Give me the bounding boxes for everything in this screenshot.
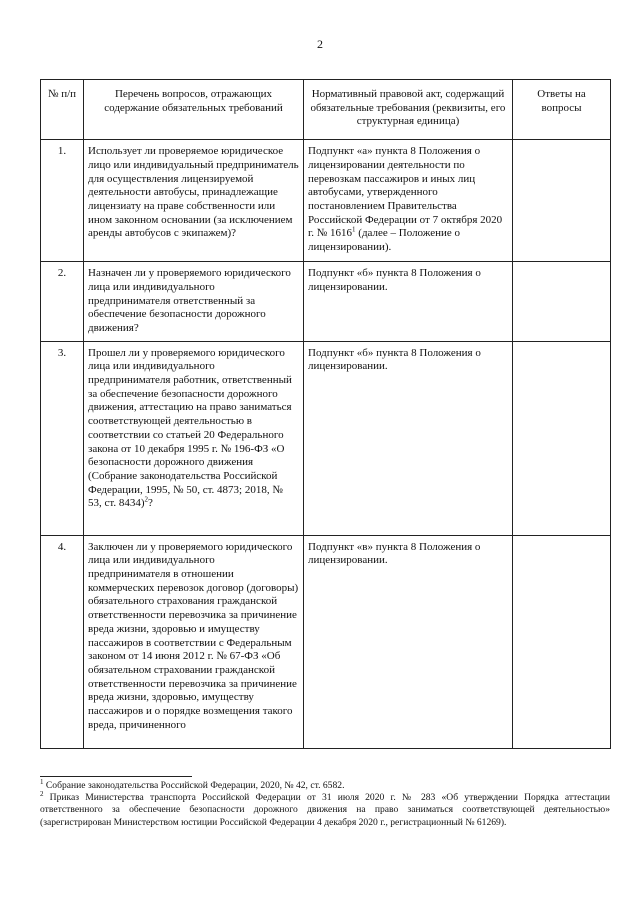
footnote-mark: 1 bbox=[40, 777, 44, 786]
act-cell: Подпункт «б» пункта 8 Положения о лицензировании. bbox=[304, 262, 513, 342]
header-num: № п/п bbox=[41, 80, 84, 140]
header-questions: Перечень вопросов, отражающих содержание обязательных требований bbox=[84, 80, 304, 140]
row-number: 4. bbox=[41, 535, 84, 748]
table-row bbox=[41, 262, 611, 342]
footnote-mark: 2 bbox=[40, 790, 44, 799]
answer-cell[interactable] bbox=[513, 140, 611, 262]
header-answers: Ответы на вопросы bbox=[513, 80, 611, 140]
footnote-1 bbox=[40, 777, 610, 792]
table-header-row bbox=[41, 80, 611, 140]
footnote-text: Приказ Министерства транспорта Российской Федерации от 31 июля 2020 г. № 283 «Об утверждении Порядка аттестации ответственного за обеспечение безопасности дорожного движения на право заниматься соответствующей деятельностью» (зарегистрирован Министерством юстиции Российской Федерации 4 декабря 2020 г., регистрационный № 61269). bbox=[40, 792, 610, 828]
act-cell: Подпункт «б» пункта 8 Положения о лицензировании. bbox=[304, 341, 513, 535]
question-cell: Назначен ли у проверяемого юридического лица или индивидуального предпринимателя ответственный за обеспечение безопасности дорожного движения? bbox=[84, 262, 304, 342]
act-text-tail: (далее – Положение о лицензировании). bbox=[308, 227, 461, 254]
question-cell bbox=[84, 341, 304, 535]
row-number: 1. bbox=[41, 140, 84, 262]
act-text: Подпункт «а» пункта 8 Положения о лицензировании деятельности по перевозкам пассажиров и иных лиц автобусами, утвержденного постановлением Правительства Российской Федерации от 7 октября 2020 г. № 1616 bbox=[308, 145, 503, 240]
answer-cell[interactable] bbox=[513, 262, 611, 342]
table-row bbox=[41, 140, 611, 262]
answer-cell[interactable] bbox=[513, 341, 611, 535]
footnote-ref: 2 bbox=[144, 495, 149, 504]
footnote-text: Собрание законодательства Российской Федерации, 2020, № 42, ст. 6582. bbox=[43, 780, 345, 791]
footnote-ref: 1 bbox=[352, 225, 356, 234]
answer-cell[interactable] bbox=[513, 535, 611, 748]
footnotes bbox=[40, 777, 610, 829]
question-text: Прошел ли у проверяемого юридического лица или индивидуального предпринимателя работник, ответственный за обеспечение безопасности дорожного движения, аттестацию на право заниматься соответствующей деятельностью в соответствии со статьей 20 Федерального закона от 10 декабря 1995 г. № 196-ФЗ «О безопасности дорожного движения (Собрание законодательства Российской Федерации, 1995, № 50, ст. 4873; 2018, № 53, ст. 8434) bbox=[88, 346, 292, 510]
page-number: 2 bbox=[317, 37, 323, 51]
table-row bbox=[41, 535, 611, 748]
requirements-table bbox=[40, 79, 611, 749]
footnote-divider bbox=[40, 776, 192, 777]
act-cell: Подпункт «в» пункта 8 Положения о лицензировании. bbox=[304, 535, 513, 748]
table-row bbox=[41, 341, 611, 535]
act-cell bbox=[304, 140, 513, 262]
row-number: 2. bbox=[41, 262, 84, 342]
question-cell: Использует ли проверяемое юридическое лицо или индивидуальный предприниматель для осуществления лицензируемой деятельности автобусы, принадлежащие лицензиату на праве собственности или ином законном основании (за исключением аренды автобусов с экипажем)? bbox=[84, 140, 304, 262]
question-cell: Заключен ли у проверяемого юридического лица или индивидуального предпринимателя в отношении коммерческих перевозок договор (договоры) обязательного страхования гражданской ответственности перевозчика за причинение вреда жизни, здоровью и имуществу пассажиров в соответствии с Федеральным законом от 14 июня 2012 г. № 67-ФЗ «Об обязательном страховании гражданской ответственности перевозчика за причинение вреда жизни, здоровью, имуществу пассажиров и о порядке возмещения такого вреда, причиненного bbox=[84, 535, 304, 748]
row-number: 3. bbox=[41, 341, 84, 535]
question-text-tail: ? bbox=[148, 497, 153, 510]
footnote-2 bbox=[40, 792, 610, 829]
header-act: Нормативный правовой акт, содержащий обязательные требования (реквизиты, его структурная единица) bbox=[304, 80, 513, 140]
